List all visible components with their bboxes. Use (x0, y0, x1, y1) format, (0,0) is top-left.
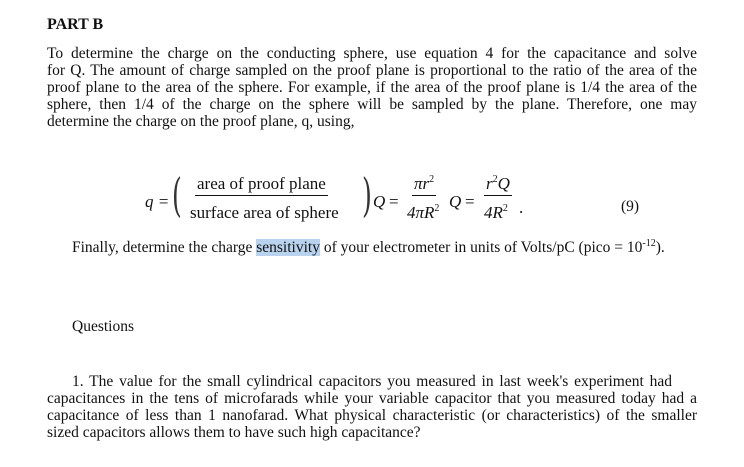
fraction3-numerator: $r^2Q$ (484, 174, 512, 194)
finally-sentence: Finally, determine the charge sensitivity of your electrometer in units of Volts/pC (pico = $10^{-12}$). (72, 238, 665, 256)
equation-number: (9) (621, 198, 640, 215)
equals-sign: = (389, 192, 399, 211)
paragraph-line: proof plane to the area of the sphere. For example, if the area of the proof plane is 1/4 the area of the (47, 79, 697, 96)
equation-Q2: Q (449, 192, 462, 211)
section-heading: PART B (47, 16, 104, 33)
question-1 (47, 373, 697, 441)
intro-paragraph (47, 45, 697, 130)
right-paren: ) (362, 168, 372, 222)
left-paren: ( (172, 168, 182, 222)
equation-denominator: surface area of sphere (190, 203, 339, 222)
paragraph-line: sphere, then 1/4 of the charge on the sphere will be sampled by the plane. Therefore, one may (47, 96, 697, 113)
paragraph-line: determine the charge on the proof plane, q, using, (47, 113, 355, 130)
paragraph-line: To determine the charge on the conducting sphere, use equation 4 for the capacitance and solve (47, 45, 697, 62)
fraction2-numerator: $\pi r^2$ (412, 174, 436, 194)
fraction2-denominator: $4\pi R^2$ (407, 203, 440, 222)
equation-numerator: area of proof plane (195, 174, 328, 194)
equation-lhs: q = (145, 192, 170, 211)
equals-sign-2: = (465, 192, 475, 211)
equation-period: . (519, 198, 524, 217)
highlighted-word[interactable]: sensitivity (256, 239, 320, 256)
paragraph-line: for Q. The amount of charge sampled on the proof plane is proportional to the ratio of the area of the (47, 62, 697, 79)
question-line: sized capacitors allows them to have such high capacitance? (47, 424, 421, 441)
question-line: 1. The value for the small cylindrical capacitors you measured in last week's experiment had (72, 373, 672, 390)
questions-label: Questions (72, 318, 134, 335)
fraction3-denominator: $4R^2$ (484, 203, 508, 222)
question-line: capacitance of less than 1 nanofarad. What physical characteristic (or characteristics) of the smaller (47, 407, 697, 424)
question-line: capacitances in the tens of microfarads while your variable capacitor that you measured today had a (47, 390, 697, 407)
equation-Q: Q (373, 192, 386, 211)
